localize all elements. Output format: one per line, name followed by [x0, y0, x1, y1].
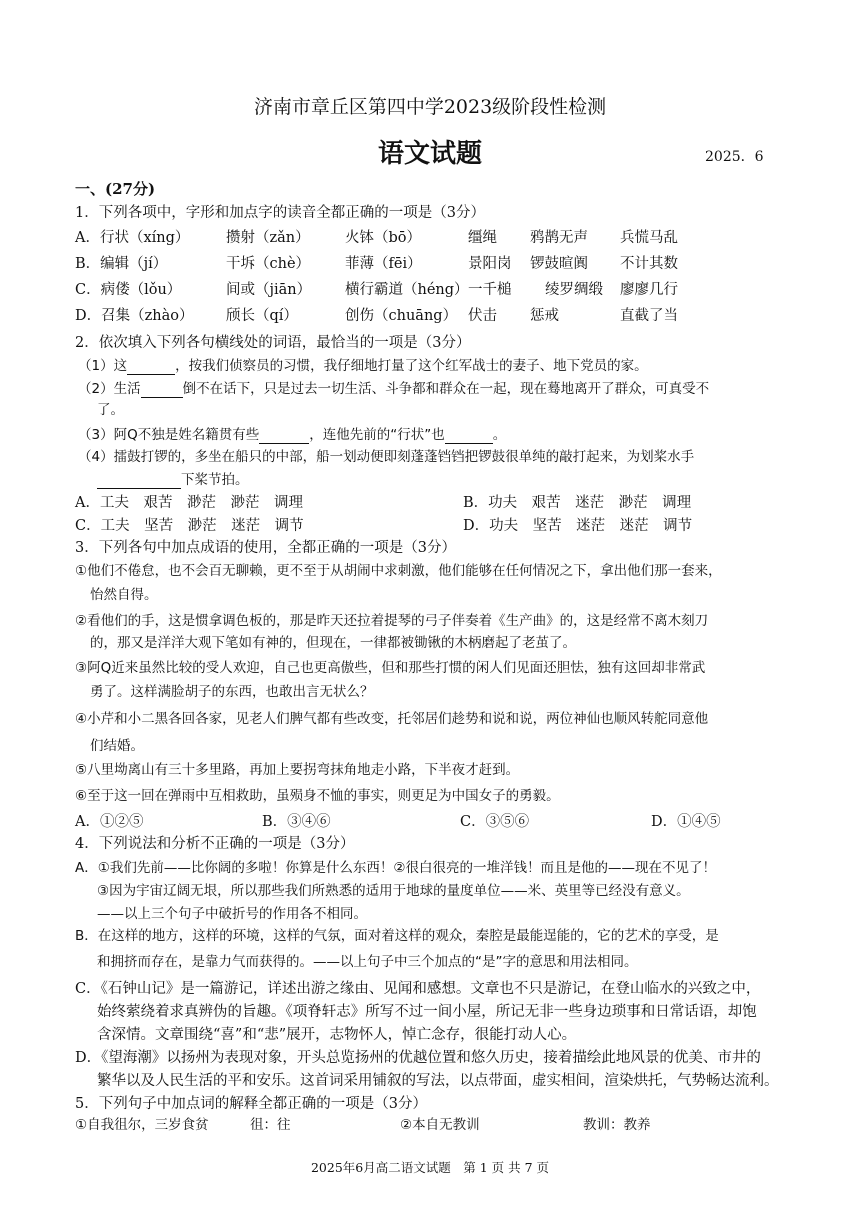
- q1-cell: B．编辑（jí）: [75, 256, 168, 272]
- q3-sentence-4-cont: 们结婚。: [90, 738, 144, 754]
- q1-cell: 干坼（chè）: [226, 256, 311, 272]
- q1-cell: A．行状（xíng）: [75, 230, 190, 246]
- q2-text: （2）生活: [78, 381, 141, 397]
- q2-text: ，按我们侦察员的习惯，我仔细地打量了这个红军战士的妻子、地下党员的家。: [175, 358, 648, 374]
- q1-cell: 鸦鹊无声: [530, 230, 588, 246]
- q3-sentence-4: ④小芹和小二黑各回各家，见老人们脾气都有些改变，托邻居们趁势和说和说，两位神仙也顺风转舵同意他: [75, 711, 709, 727]
- q1-cell: 锣鼓暄阗: [530, 256, 588, 272]
- q2-sentence-3: [78, 423, 506, 444]
- blank-line: [259, 427, 309, 444]
- q1-cell: 直截了当: [620, 308, 678, 324]
- q1-cell: 兵慌马乱: [620, 230, 678, 246]
- q2-text: 下桨节拍。: [181, 472, 249, 488]
- q1-cell: 创伤（chuāng）: [345, 308, 458, 324]
- q3-stem: 3．下列各句中加点成语的使用，全都正确的一项是（3分）: [75, 540, 456, 556]
- q4-option-b-cont: 和拥挤而存在，是靠力气而获得的。——以上句子中三个加点的“是”字的意思和用法相同。: [97, 954, 638, 970]
- q2-text: 倒不在话下，只是过去一切生活、斗争都和群众在一起，现在蓦地离开了群众，可真受不: [182, 381, 710, 397]
- q5-gloss-2: 教训：教养: [583, 1117, 651, 1133]
- q4-option-c-cont: 始终萦绕着求真辨伪的旨趣。《项脊轩志》所写不过一间小屋，所记无非一些身边琐事和日常话语，却饱: [97, 1004, 757, 1020]
- q3-option-a: A．①②⑤: [75, 814, 144, 830]
- q4-option-d: D．《望海潮》以扬州为表现对象，开头总览扬州的优越位置和悠久历史，接着描绘此地风景的优美、市井的: [75, 1050, 761, 1066]
- q1-option-b-row: [75, 252, 775, 272]
- q1-cell: 绫罗绸缎: [545, 282, 603, 298]
- q1-cell: 一千槌: [468, 282, 512, 298]
- subject-title: 语文试题: [377, 139, 482, 169]
- q3-sentence-5: ⑤八里坳离山有三十多里路，再加上要拐弯抹角地走小路，下半夜才赶到。: [75, 762, 520, 778]
- q1-cell: D．召集（zhào）: [75, 308, 194, 324]
- q3-sentence-1-cont: 怡然自得。: [90, 587, 158, 603]
- q4-option-c-cont: 含深情。文章围绕“喜”和“悲”展开，志物怀人，悼亡念存，很能打动人心。: [97, 1027, 577, 1043]
- q1-cell: 横行霸道（héng）: [345, 282, 469, 298]
- q4-option-d-cont: 繁华以及人民生活的平和安乐。这首词采用铺叙的写法，以点带面，虚实相间，渲染烘托，气势畅达流利。: [97, 1073, 779, 1089]
- q1-option-c-row: [75, 278, 775, 298]
- section-title: 一、(27分): [75, 180, 156, 198]
- school-title: 济南市章丘区第四中学2023级阶段性检测: [253, 96, 607, 118]
- q2-sentence-4-cont: [97, 468, 249, 489]
- q4-option-c: C．《石钟山记》是一篇游记，详述出游之缘由、见闻和感想。文章也不只是游记，在登山临水的兴致之中，: [75, 981, 761, 997]
- q4-option-a-cont: ——以上三个句子中破折号的作用各不相同。: [97, 906, 367, 922]
- q2-sentence-2-cont: 了。: [97, 402, 124, 418]
- q4-stem: 4．下列说法和分析不正确的一项是（3分）: [75, 836, 355, 852]
- blank-line: [445, 427, 493, 444]
- q5-item-1: ①自我徂尔，三岁食贫: [75, 1117, 209, 1133]
- q3-sentence-3: ③阿Q近来虽然比较的受人欢迎，自己也更高傲些，但和那些打惯的闲人们见面还胆怯，独有这回却非常武: [75, 660, 706, 676]
- q2-text: ，连他先前的“行状”也: [309, 427, 445, 443]
- q4-option-a-cont: ③因为宇宙辽阔无垠，所以那些我们所熟悉的适用于地球的量度单位——米、英里等已经没有意义。: [97, 883, 690, 899]
- q2-option-d: D．功夫 坚苦 迷茫 迷茫 调节: [463, 518, 693, 534]
- blank-line: [97, 472, 181, 489]
- blank-line: [141, 381, 183, 398]
- q1-option-d-row: [75, 304, 775, 324]
- q2-sentence-4: （4）擂鼓打锣的，多坐在船只的中部，船一划动便即刻蓬蓬铛铛把锣鼓很单纯的敲打起来，为划桨水手: [78, 449, 695, 465]
- q2-stem: 2．依次填入下列各句横线处的词语，最恰当的一项是（3分）: [75, 335, 471, 351]
- q3-sentence-6: ⑥至于这一回在弹雨中互相救助，虽殒身不恤的事实，则更足为中国女子的勇毅。: [75, 788, 560, 804]
- q2-text: （1）这: [78, 358, 128, 374]
- q1-option-a-row: [75, 226, 775, 246]
- q1-cell: 不计其数: [620, 256, 678, 272]
- q3-sentence-2-cont: 的，那又是洋洋大观下笔如有神的，但现在，一律都被锄锹的木柄磨起了老茧了。: [90, 635, 576, 651]
- q1-cell: 攒射（zǎn）: [226, 230, 310, 246]
- q2-sentence-1: [78, 354, 648, 375]
- q5-item-2: ②本自无教训: [400, 1117, 480, 1133]
- q1-cell: 颀长（qí）: [226, 308, 298, 324]
- q2-text: （3）阿Q不独是姓名籍贯有些: [78, 427, 260, 443]
- q3-option-c: C．③⑤⑥: [460, 814, 530, 830]
- blank-line: [127, 358, 175, 375]
- q2-option-c: C．工夫 坚苦 渺茫 迷茫 调节: [75, 518, 304, 534]
- q1-cell: 惩戒: [530, 308, 559, 324]
- q1-cell: 伏击: [468, 308, 497, 324]
- q1-stem: 1．下列各项中，字形和加点字的读音全都正确的一项是（3分）: [75, 205, 485, 221]
- q1-cell: C．病偻（lǒu）: [75, 282, 182, 298]
- q4-option-a: A．①我们先前——比你阔的多啦！你算是什么东西！②很白很亮的一堆洋钱！而且是他的——现在不见了！: [75, 860, 716, 876]
- page-footer: 2025年6月高二语文试题 第 1 页 共 7 页: [310, 1160, 550, 1175]
- q3-sentence-3-cont: 勇了。这样满脸胡子的东西，也敢出言无状么？: [90, 684, 374, 700]
- q3-sentence-1: ①他们不倦怠，也不会百无聊赖，更不至于从胡闹中求刺激，他们能够在任何情况之下，拿出他们那一套来，: [75, 563, 722, 579]
- q1-cell: 缰绳: [468, 230, 497, 246]
- q3-option-d: D．①④⑤: [651, 814, 721, 830]
- q4-option-b: B．在这样的地方，这样的环境，这样的气氛，面对着这样的观众，秦腔是最能逞能的，它的艺术的享受，是: [75, 928, 719, 944]
- q5-stem: 5．下列句子中加点词的解释全都正确的一项是（3分）: [75, 1096, 427, 1112]
- q1-cell: 廖廖几行: [620, 282, 678, 298]
- q2-sentence-2: [78, 377, 709, 398]
- q3-option-b: B．③④⑥: [262, 814, 331, 830]
- exam-date: 2025．6: [705, 149, 764, 165]
- q2-option-a: A．工夫 艰苦 渺茫 渺茫 调理: [75, 495, 303, 511]
- q2-text: 。: [492, 427, 507, 443]
- q3-sentence-2: ②看他们的手，这是惯拿调色板的，那是昨天还拉着提琴的弓子伴奏着《生产曲》的，这是经常不离木刻刀: [75, 613, 709, 629]
- q1-cell: 间或（jiān）: [226, 282, 312, 298]
- q1-cell: 菲薄（fēi）: [345, 256, 422, 272]
- q1-cell: 景阳岗: [468, 256, 512, 272]
- q2-option-b: B．功夫 艰苦 迷茫 渺茫 调理: [463, 495, 692, 511]
- q5-gloss-1: 徂：往: [250, 1117, 291, 1133]
- q1-cell: 火钵（bō）: [345, 230, 422, 246]
